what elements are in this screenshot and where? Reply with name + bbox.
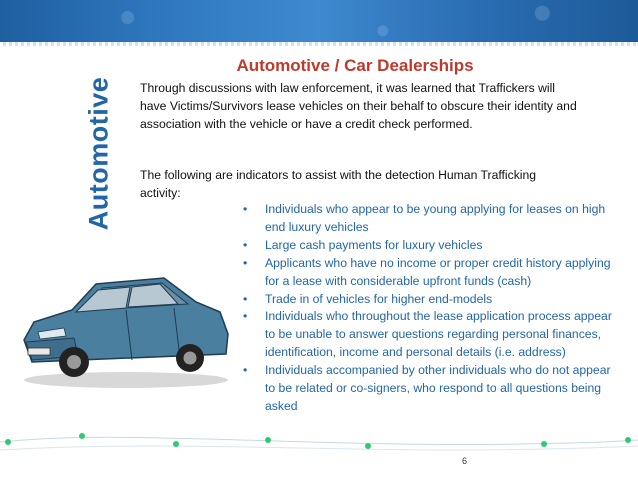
indicator-item: • Individuals accompanied by other individuals who do not appear to be related or co-signers, who respond to all questions being asked <box>243 362 613 416</box>
indicator-item: • Trade in of vehicles for higher end-models <box>243 291 613 309</box>
banner-pattern <box>0 0 638 44</box>
header-banner <box>0 0 638 44</box>
indicator-item: • Large cash payments for luxury vehicles <box>243 237 613 255</box>
indicator-item: • Individuals who appear to be young applying for leases on high end luxury vehicles <box>243 201 613 237</box>
side-title <box>74 72 124 234</box>
indicator-list <box>243 201 613 416</box>
intro-paragraph: Through discussions with law enforcement, it was learned that Traffickers will have Victims/Survivors lease vehicles on their behalf to obscure their identity and association with the vehicle or have a credit check performed. <box>140 81 577 132</box>
indicator-item: • Applicants who have no income or proper credit history applying for a lease with considerable upfront funds (cash) <box>243 255 613 291</box>
car-illustration <box>14 262 236 390</box>
indicators-intro: The following are indicators to assist with the detection Human Trafficking activity: <box>140 168 537 201</box>
side-title-text: Automotive <box>83 76 114 230</box>
indicator-item: • Individuals who throughout the lease application process appear to be unable to answer questions regarding personal finances, identification, income and personal details (i.e. address) <box>243 308 613 362</box>
page-number: 6 <box>462 456 468 466</box>
slide-title: Automotive / Car Dealerships <box>236 56 474 75</box>
banner-edge <box>0 42 638 46</box>
decorative-wave <box>0 420 638 479</box>
